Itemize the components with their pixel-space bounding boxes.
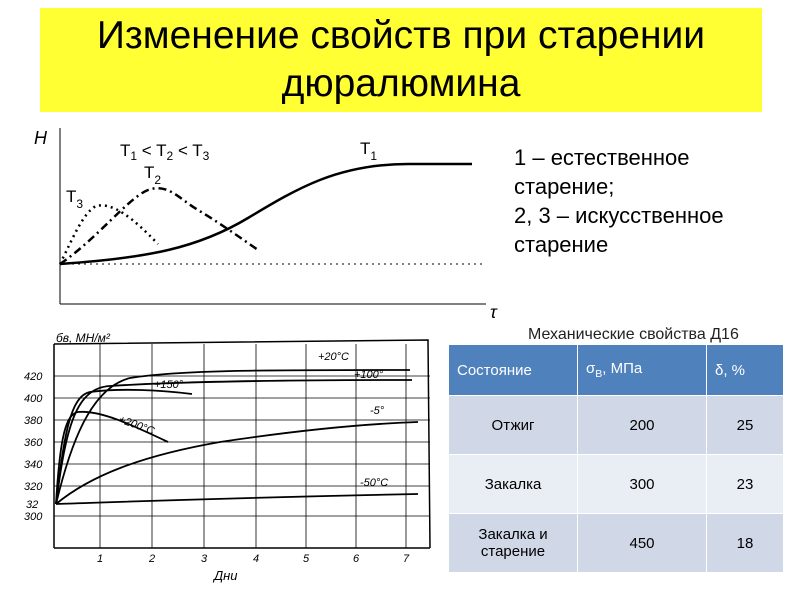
- legend-line-3: 2, 3 – искусственное: [514, 203, 724, 228]
- title-line-1: Изменение свойств при старении: [96, 14, 706, 57]
- y-tick-340: 340: [24, 459, 43, 471]
- cell-state: Закалка: [449, 455, 578, 514]
- header-sigma: $\sigma_B$, МПа: [578, 345, 707, 396]
- y-tick-380: 380: [24, 415, 43, 427]
- x-tick-2: 2: [149, 553, 156, 565]
- x-tick-1: 1: [97, 553, 104, 565]
- y-tick-420: 420: [24, 371, 43, 383]
- cell-state: Отжиг: [449, 396, 578, 455]
- label-minus-5: -5°: [370, 405, 385, 417]
- legend-line-4: старение: [514, 232, 609, 257]
- header-state: Состояние: [449, 345, 578, 396]
- page-title: [40, 12, 762, 108]
- label-plus-20: +20°C: [318, 351, 350, 363]
- x-tick-3: 3: [201, 553, 208, 565]
- strength-aging-graph: [20, 326, 440, 594]
- cell-delta: 18: [707, 514, 784, 573]
- table-header-row: [449, 345, 784, 396]
- y-tick-320: 320: [24, 481, 43, 493]
- label-t2: $T_2$: [144, 163, 162, 187]
- header-delta: δ, %: [707, 345, 784, 396]
- cell-delta: 25: [707, 396, 784, 455]
- x-tick-5: 5: [303, 553, 310, 565]
- x-tick-6: 6: [353, 553, 360, 565]
- table-caption: Механические свойства Д16: [528, 326, 739, 343]
- aging-schematic-diagram: [28, 118, 508, 318]
- mechanical-properties-table: [448, 344, 784, 573]
- y-tick-320-extra: 32: [26, 499, 39, 511]
- y-axis-label: H: [34, 128, 47, 148]
- x-tick-7: 7: [403, 553, 410, 565]
- curve-minus-5: [56, 422, 418, 504]
- label-t1: $T_1$: [360, 139, 378, 163]
- cell-sigma: 450: [578, 514, 707, 573]
- legend-line-2: старение;: [514, 174, 615, 199]
- aging-legend: [514, 143, 794, 259]
- table-row: [449, 396, 784, 455]
- y-tick-300: 300: [24, 511, 43, 523]
- x-tick-4: 4: [253, 553, 260, 565]
- label-minus-50: -50°C: [360, 477, 389, 489]
- legend-line-1: 1 – естественное: [514, 145, 690, 170]
- curve-plus-150: [56, 390, 192, 504]
- label-t3: $T_3$: [66, 187, 84, 211]
- cell-sigma: 300: [578, 455, 707, 514]
- title-line-2: дюралюмина: [281, 62, 521, 105]
- temperature-relation: $T_1 < T_2 < T_3$: [120, 141, 210, 163]
- cell-state: Закалка и старение: [449, 514, 578, 573]
- curve-minus-50: [56, 494, 418, 504]
- table-row: [449, 455, 784, 514]
- graph-x-axis-label: Дни: [214, 568, 238, 583]
- label-plus-200: +200°C: [116, 413, 156, 438]
- graph-x-ticks: [97, 553, 410, 565]
- cell-delta: 23: [707, 455, 784, 514]
- y-tick-360: 360: [24, 437, 43, 449]
- x-axis-label: τ: [490, 302, 497, 318]
- label-plus-150: +150°: [154, 379, 184, 391]
- curve-t1: [60, 164, 472, 264]
- graph-y-axis-label: бв, МН/м²: [56, 331, 110, 345]
- y-tick-400: 400: [24, 393, 43, 405]
- table-row: [449, 514, 784, 573]
- label-plus-100: +100°: [354, 369, 384, 381]
- cell-sigma: 200: [578, 396, 707, 455]
